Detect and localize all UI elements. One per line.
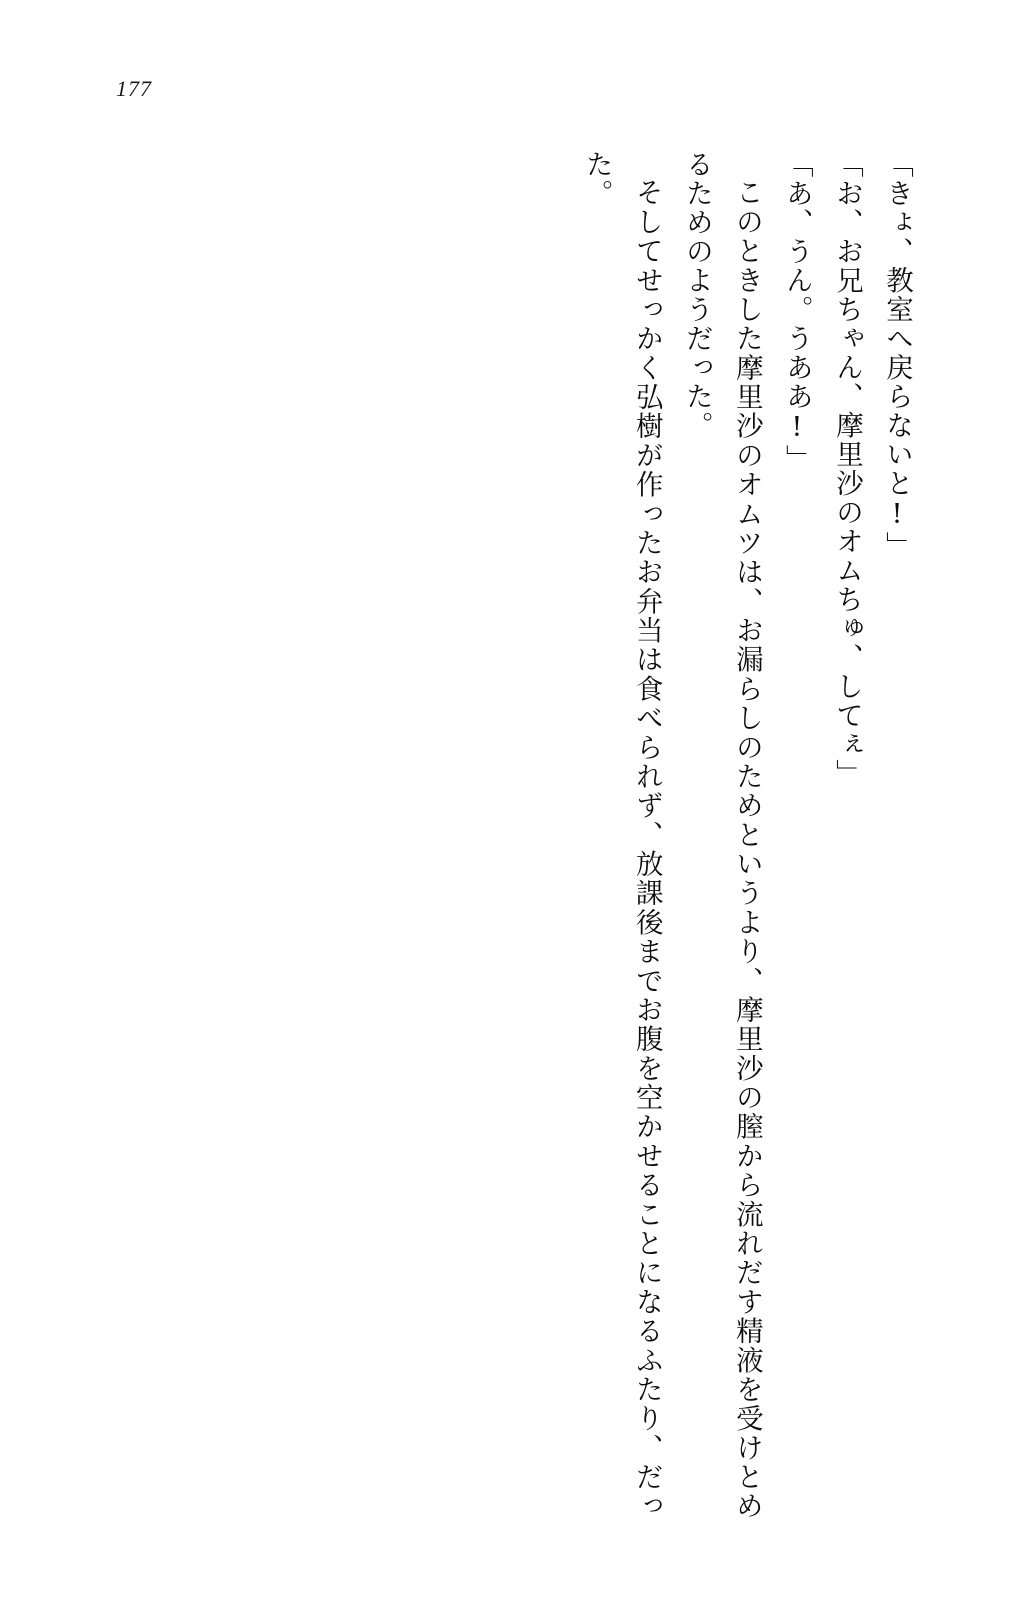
paragraph: そしてせっかく弘樹が作ったお弁当は食べられず、放課後までお腹を空かせることになるふたり、だった。 xyxy=(580,150,663,1520)
paragraph: このときした摩里沙のオムツは、お漏らしのためというより、摩里沙の膣から流れだす精液を受けとめるためのようだった。 xyxy=(680,150,763,1520)
paragraph: 「あ、うん。うああ!」 xyxy=(780,150,813,474)
paragraph: 「きょ、教室へ戻らないと!」 xyxy=(881,150,913,561)
paragraph: 「お、お兄ちゃん、摩里沙のオムちゅ、してぇ」 xyxy=(830,150,863,788)
page-number: 177 xyxy=(116,76,152,101)
page-body-text xyxy=(572,150,922,1520)
